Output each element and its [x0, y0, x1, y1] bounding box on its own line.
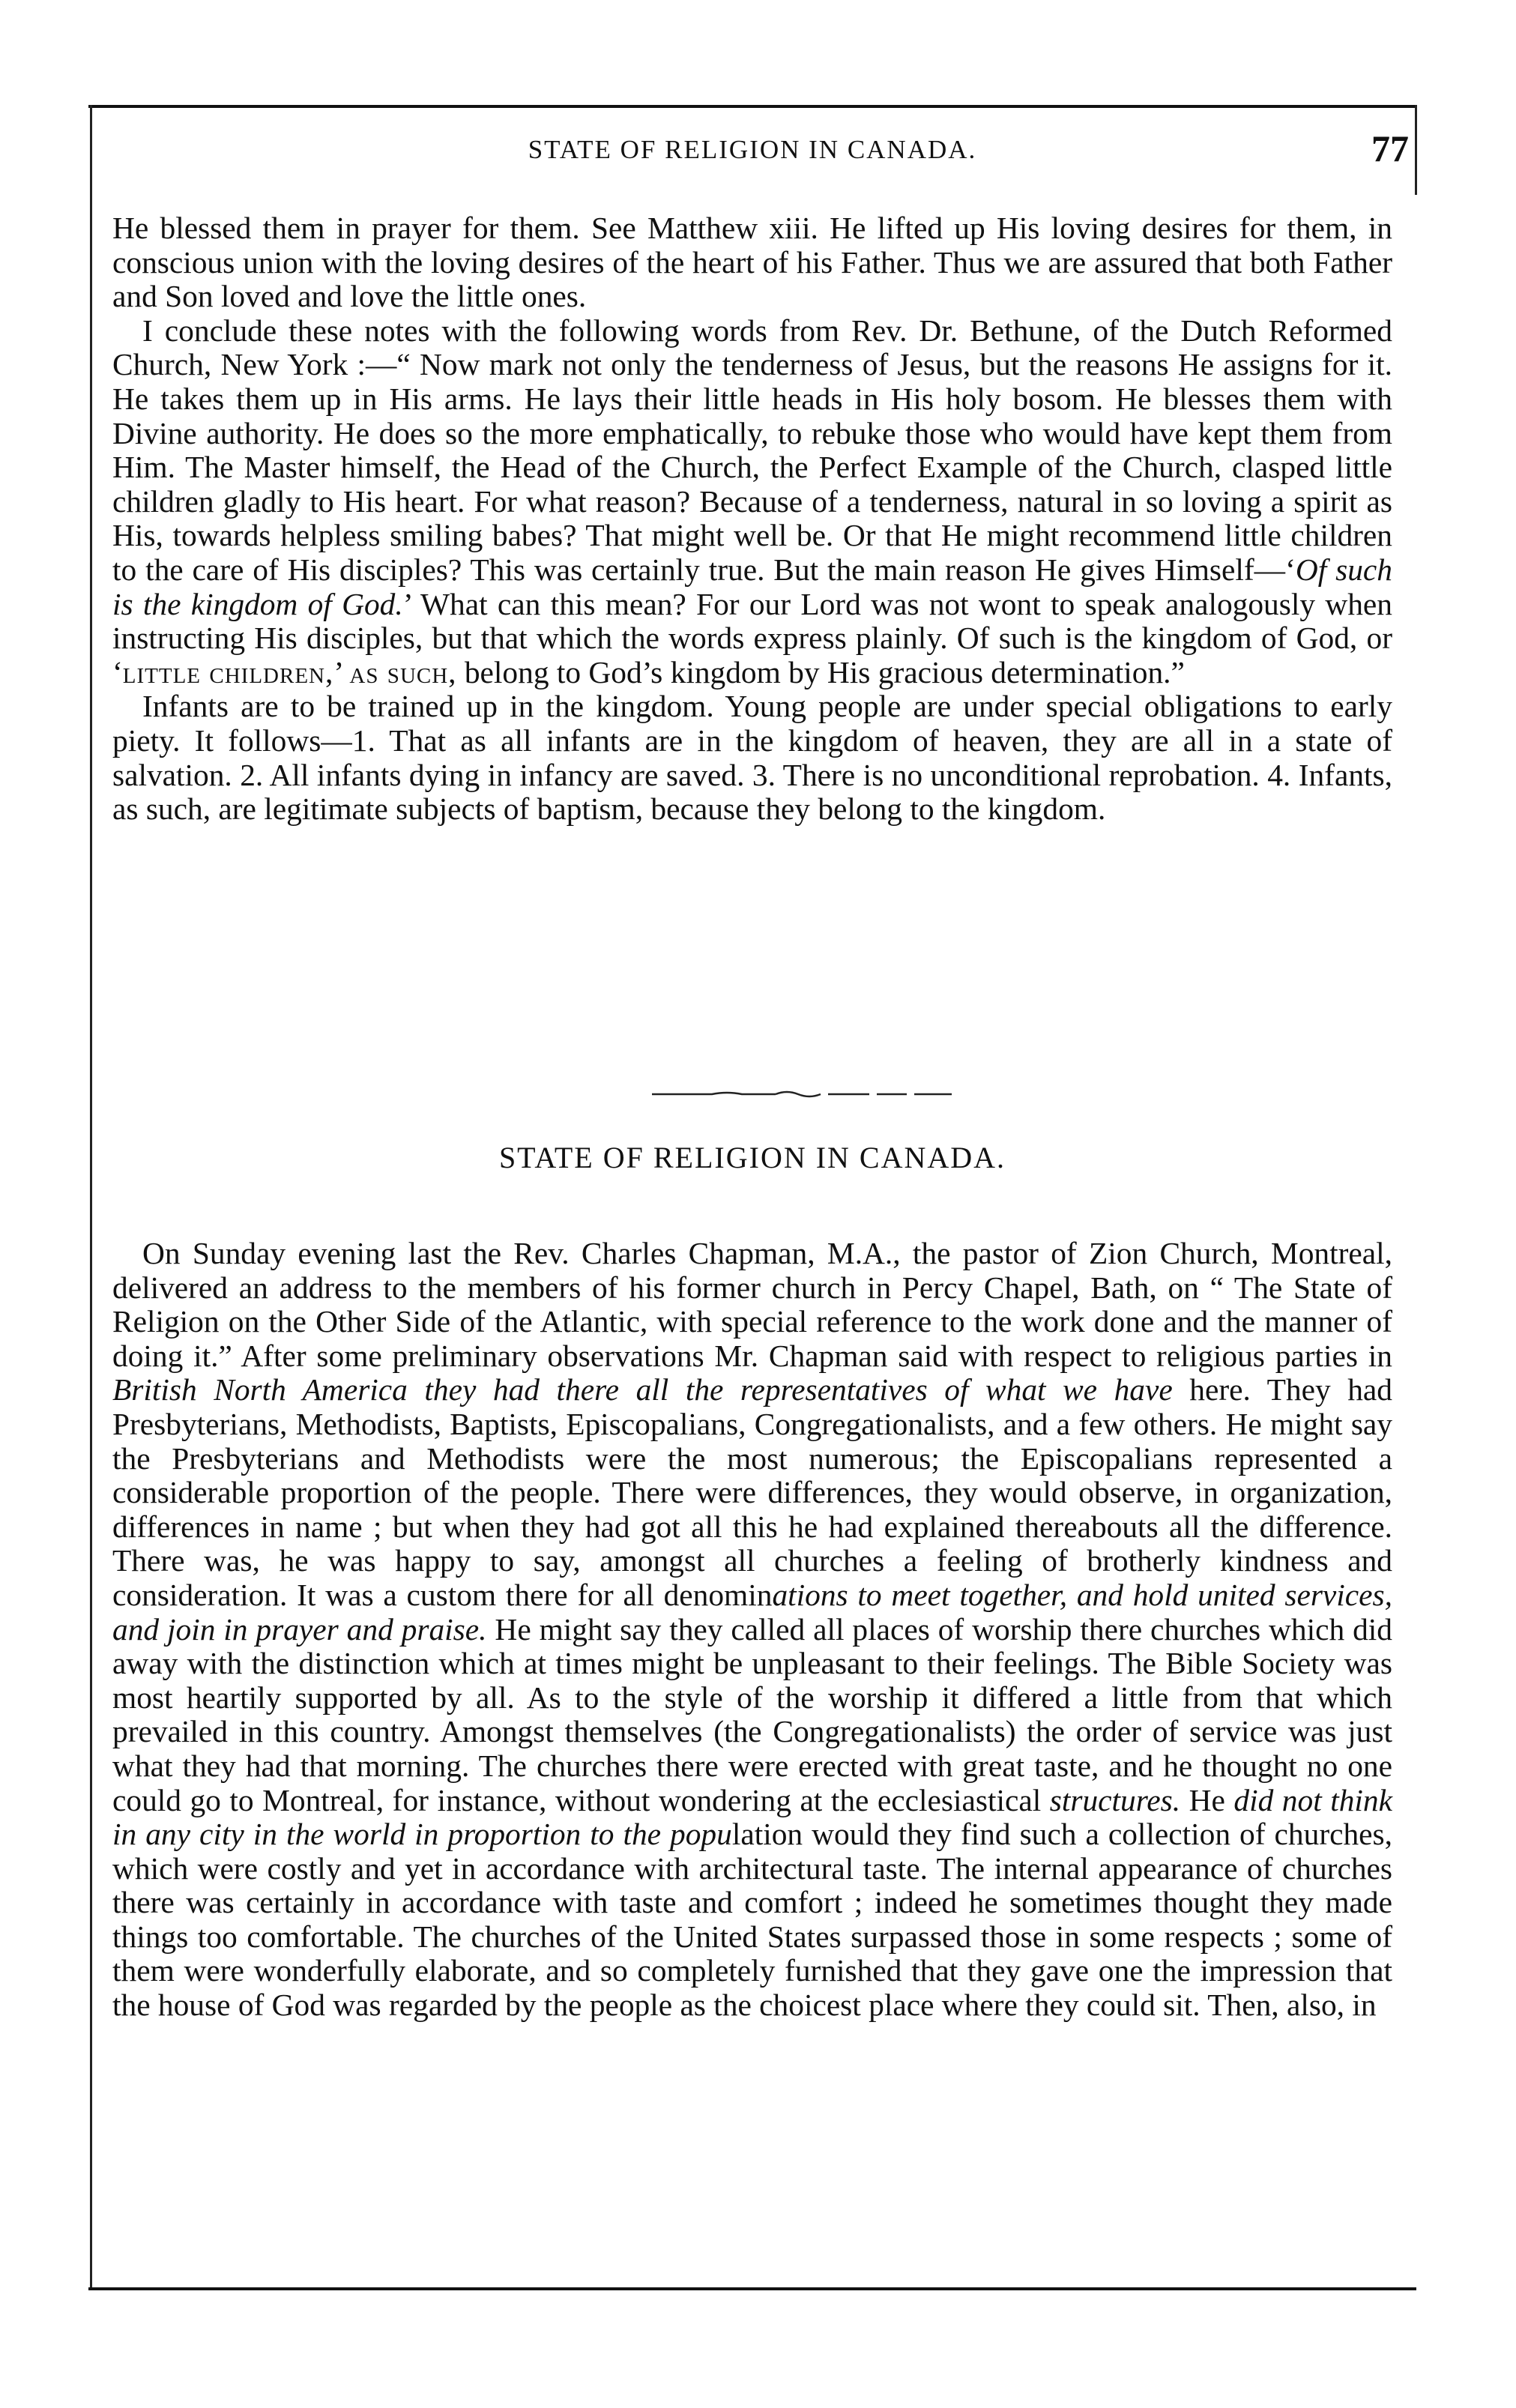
p1-a: On Sunday evening last the Rev. Charles Chapman, M.A., the pastor of Zion Church, Montreal, delivered an address to the members of his former church in Percy Chapel, Bath, on “ The State of Religion on the Other Side of the Atlantic, with special reference to the work done and the manner of doing it.” After some preliminary observations Mr. Chapman said with respect to religious parties in	[112, 1236, 1392, 1373]
section-body	[112, 1237, 1392, 2023]
p1-b: here. They had Presbyterians, Methodists, Baptists, Episcopalians, Congregationalists, and a few others. He might say the Presbyterians and Methodists were the most numerous; the Episcopalians represented a considerable proportion of the people. There were differences, they would observe, in organization, differences in name ; but when they had got all this he had explained thereabouts all the difference. There was, he was happy to say, amongst all churches a feeling of brotherly kindness and consideration. It was a custom there for all denomin	[112, 1372, 1393, 1612]
p1-d: He	[1180, 1782, 1234, 1817]
quote-after: ’ What can this mean? For our Lord was not wont to speak analogously when instructing His disciples, but that which the words express plainly. Of such is the kingdom of God, or ‘	[112, 586, 1392, 689]
paragraph-3: Infants are to be trained up in the kingdom. Young people are under special obligations to early piety. It follows—1. That as all infants are in the kingdom of heaven, they are all in a state of salvation. 2. All infants dying in infancy are saved. 3. There is no unconditional reprobation. 4. Infants, as such, are legitimate subjects of baptism, because they belong to the kingdom.	[112, 689, 1392, 827]
quote-end: belong to God’s kingdom by His gracious determination.”	[456, 654, 1185, 689]
quote-italic: Of such is the kingdom of God.	[112, 552, 1392, 621]
small-caps-as-such: as such,	[349, 654, 457, 689]
section-divider	[644, 1087, 959, 1102]
right-rule	[1415, 105, 1417, 195]
p1-c: He might say they called all places of worship there churches which did away with the distinction which at times might be unpleasant to their feelings. The Bible Society was most heartily supported by all. As to the style of the worship it differed a little from that which prevailed in this country. Amongst themselves (the Congregationalists) the order of service was just what they had that morning. The churches there were erected with great taste, and he thought no one could go to Montreal, for instance, without wondering at the ecclesiastical	[112, 1611, 1392, 1817]
p1-italic-2: ations to meet together, and hold united services, and join in prayer and praise.	[112, 1577, 1392, 1647]
p1-italic-3: structures.	[1049, 1782, 1181, 1817]
section-paragraph-1	[112, 1237, 1392, 2023]
small-caps-little-children: little children,	[122, 654, 334, 689]
top-rule	[88, 105, 1416, 108]
paragraph-1: He blessed them in prayer for them. See Matthew xiii. He lifted up His loving desires for them, in conscious union with the loving desires of the heart of his Father. Thus we are assured that both Father and Son loved and love the little ones.	[112, 211, 1392, 314]
bottom-rule	[88, 2287, 1416, 2290]
p1-e: lation would they find such a collection of churches, which were costly and yet in accordance with architectural taste. The internal appearance of churches there was certainly in accordance with taste and comfort ; indeed he sometimes thought they made things too comfortable. The churches of the United States surpassed those in some respects ; some of them were wonderfully elaborate, and so completely furnished that they gave one the impression that the house of God was regarded by the people as the choicest place where they could sit. Then, also, in	[112, 1817, 1392, 2023]
paragraph-2	[112, 314, 1392, 690]
p1-italic-4: did not think in any city in the world in proportion to the popu	[112, 1782, 1392, 1852]
left-rule	[90, 105, 92, 2287]
continued-article	[112, 211, 1392, 827]
page-number: 77	[1371, 127, 1409, 169]
p1-italic-1: British North America they had there all the representatives of what we have	[112, 1372, 1173, 1407]
running-head	[90, 129, 1415, 171]
section-heading: STATE OF RELIGION IN CANADA.	[498, 1141, 1006, 1174]
quote-mid: ’	[333, 654, 350, 689]
running-title: STATE OF RELIGION IN CANADA.	[528, 135, 977, 164]
paragraph-2-text: I conclude these notes with the following words from Rev. Dr. Bethune, of the Dutch Reformed Church, New York :—“ Now mark not only the tenderness of Jesus, but the reasons He assigns for it. He takes them up in His arms. He lays their little heads in His holy bosom. He blesses them with Divine authority. He does so the more emphatically, to rebuke those who would have kept them from Him. The Master himself, the Head of the Church, the Perfect Example of the Church, clasped little children gladly to His heart. For what reason? Because of a tenderness, natural in so loving a spirit as His, towards helpless smiling babes? That might well be. Or that He might recommend little children to the care of His disciples? This was certainly true. But the main reason He gives Himself—‘	[112, 313, 1392, 587]
